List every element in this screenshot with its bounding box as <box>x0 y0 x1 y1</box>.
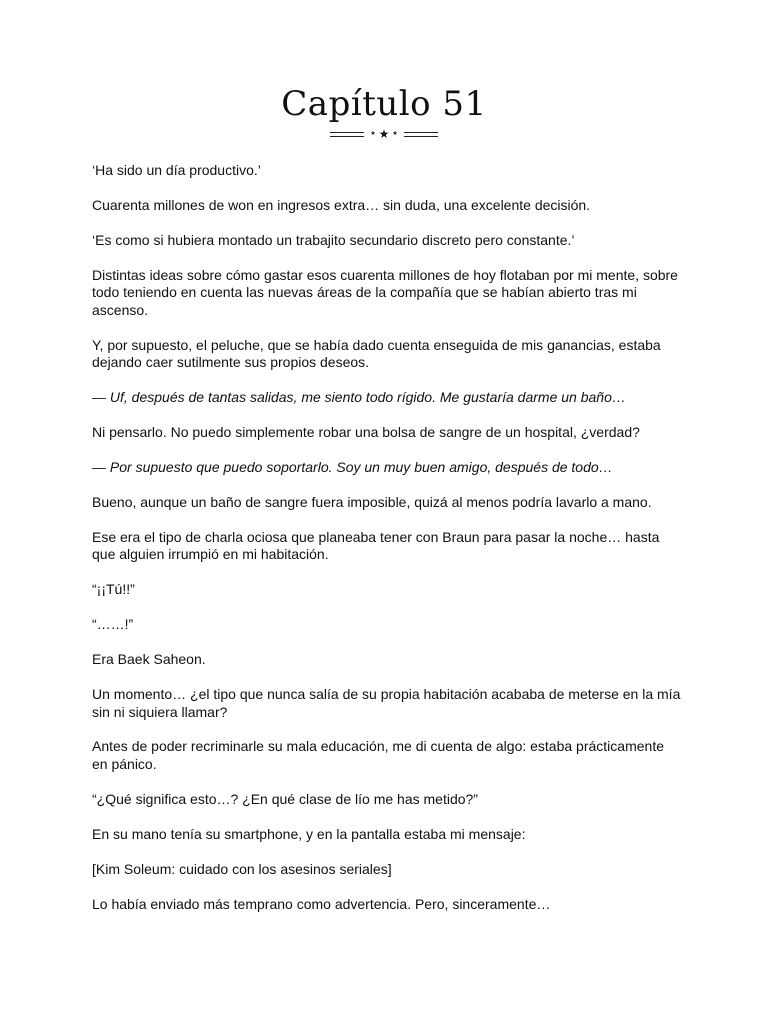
paragraph: Distintas ideas sobre cómo gastar esos cuarenta millones de hoy flotaban por mi mente, sobre todo teniendo en cuenta las nuevas áreas de la compañía que se habían abierto tras mi ascenso. <box>92 266 678 318</box>
title-ornament <box>0 127 768 141</box>
large-star-icon: ★ <box>378 127 390 141</box>
paragraph: Y, por supuesto, el peluche, que se había dado cuenta enseguida de mis ganancias, estaba dejando caer sutilmente sus propios deseos. <box>92 336 661 371</box>
paragraph: Antes de poder recriminarle su mala educación, me di cuenta de algo: estaba prácticamente en pánico. <box>92 738 664 773</box>
paragraph: Cuarenta millones de won en ingresos extra… sin duda, una excelente decisión. <box>92 196 591 213</box>
paragraph-italic-dialogue: — Por supuesto que puedo soportarlo. Soy un muy buen amigo, después de todo… <box>92 459 613 476</box>
paragraph: ‘Es como si hubiera montado un trabajito secundario discreto pero constante.’ <box>92 231 575 248</box>
chapter-body <box>92 162 682 930</box>
paragraph: Era Baek Saheon. <box>92 651 206 668</box>
paragraph: “¿Qué significa esto…? ¿En qué clase de lío me has metido?” <box>92 790 478 807</box>
paragraph: Ese era el tipo de charla ociosa que planeaba tener con Braun para pasar la noche… hasta que alguien irrumpió en mi habitación. <box>92 528 660 563</box>
ornament-rule-left <box>330 132 364 137</box>
paragraph: Un momento… ¿el tipo que nunca salía de su propia habitación acababa de meterse en la mía sin ni siquiera llamar? <box>92 685 681 720</box>
paragraph: “……!” <box>92 616 134 633</box>
chapter-title: Capítulo 51 <box>281 84 487 124</box>
paragraph: “¡¡Tú!!” <box>92 581 135 598</box>
ornament-rule-right <box>404 132 438 137</box>
paragraph: Lo había enviado más temprano como advertencia. Pero, sinceramente… <box>92 895 551 912</box>
paragraph: ‘Ha sido un día productivo.’ <box>92 162 261 178</box>
ornament-stars <box>370 128 398 140</box>
paragraph: [Kim Soleum: cuidado con los asesinos seriales] <box>92 860 392 877</box>
paragraph-italic-dialogue: — Uf, después de tantas salidas, me siento todo rígido. Me gustaría darme un baño… <box>92 389 626 406</box>
paragraph: En su mano tenía su smartphone, y en la pantalla estaba mi mensaje: <box>92 825 526 842</box>
paragraph: Ni pensarlo. No puedo simplemente robar una bolsa de sangre de un hospital, ¿verdad? <box>92 424 640 441</box>
paragraph: Bueno, aunque un baño de sangre fuera imposible, quizá al menos podría lavarlo a mano. <box>92 493 652 510</box>
small-star-icon: ★ <box>370 130 376 137</box>
small-star-icon: ★ <box>392 130 398 137</box>
